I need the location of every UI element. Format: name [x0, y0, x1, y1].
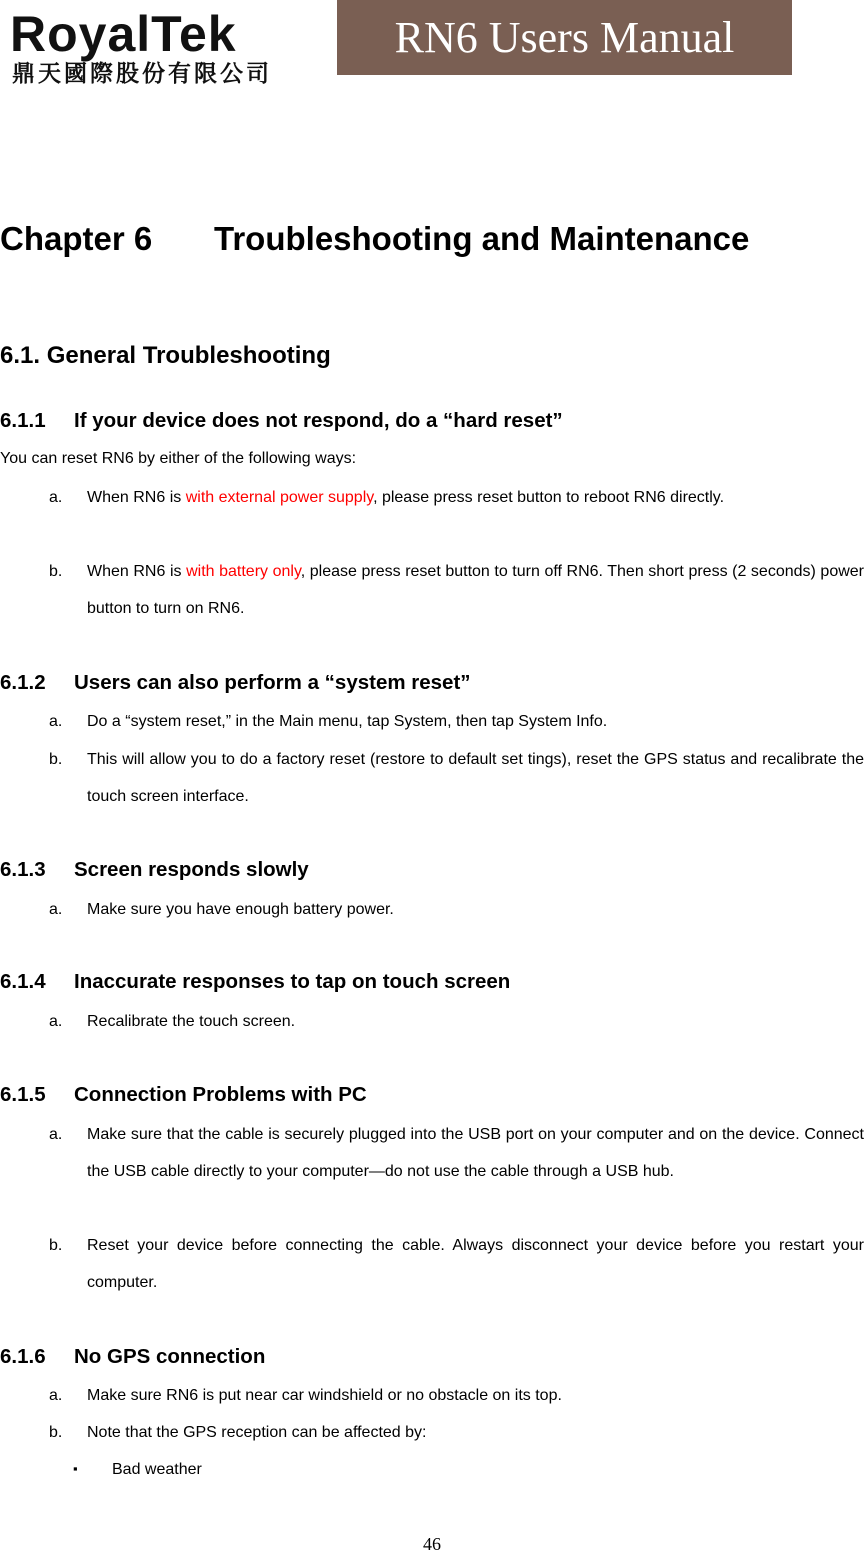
list-marker: a.	[49, 489, 63, 506]
bullet-item-text: Bad weather	[112, 1461, 202, 1478]
list-marker: a.	[49, 901, 63, 918]
chapter-title: Troubleshooting and Maintenance	[214, 220, 750, 257]
list-item	[49, 1377, 864, 1414]
list-item	[49, 891, 864, 928]
subsection-heading-6-1-1	[0, 409, 563, 433]
highlighted-text: with external power supply	[185, 489, 374, 506]
list-marker: a.	[49, 1387, 63, 1404]
list-item-text	[87, 479, 864, 516]
list-marker: a.	[49, 713, 63, 730]
list-item	[49, 1227, 864, 1301]
subsection-title: Users can also perform a “system reset”	[74, 671, 471, 694]
subsection-number: 6.1.3	[0, 858, 46, 881]
logo-wordmark: RoyalTek	[10, 6, 237, 62]
list-marker: b.	[49, 1424, 63, 1441]
subsection-heading-6-1-2	[0, 671, 471, 695]
text-span: When RN6 is	[87, 563, 187, 580]
subsection-heading-6-1-6	[0, 1345, 265, 1369]
subsection-title: Inaccurate responses to tap on touch screen	[74, 970, 511, 993]
paragraph: You can reset RN6 by either of the following ways:	[0, 450, 357, 467]
subsection-heading-6-1-3	[0, 858, 309, 882]
manual-title-banner: RN6 Users Manual	[337, 0, 792, 75]
list-item	[49, 1003, 864, 1040]
chapter-number: Chapter 6	[0, 220, 153, 257]
subsection-number: 6.1.2	[0, 671, 46, 694]
company-logo	[10, 8, 310, 90]
list-item	[49, 1414, 864, 1451]
subsection-title: Screen responds slowly	[74, 858, 309, 881]
list-marker: a.	[49, 1013, 63, 1030]
list-item	[49, 741, 864, 815]
list-item-text: Make sure you have enough battery power.	[87, 901, 394, 918]
subsection-heading-6-1-4	[0, 970, 510, 994]
text-span: When RN6 is	[87, 489, 186, 506]
logo-chinese-name: 鼎天國際股份有限公司	[12, 61, 272, 87]
subsection-title: No GPS connection	[74, 1345, 266, 1368]
list-item-text: Make sure RN6 is put near car windshield or no obstacle on its top.	[87, 1387, 562, 1404]
subsection-number: 6.1.4	[0, 970, 46, 993]
list-item-text	[87, 553, 864, 627]
square-bullet-icon: ▪	[73, 1461, 78, 1476]
list-item-text: Recalibrate the touch screen.	[87, 1013, 296, 1030]
page-number: 46	[423, 1534, 441, 1554]
subsection-number: 6.1.1	[0, 409, 46, 432]
list-item	[49, 479, 864, 516]
subsection-heading-6-1-5	[0, 1083, 367, 1107]
list-item	[49, 703, 864, 740]
list-item-text: Note that the GPS reception can be affected by:	[87, 1424, 427, 1441]
list-item-text: This will allow you to do a factory reset (restore to default set tings), reset the GPS status and recalibrate the touch screen interface.	[87, 751, 864, 805]
text-span: , please press reset button to turn off RN6. Then short press (2 seconds) power button to turn on RN6.	[87, 563, 864, 617]
section-heading: 6.1. General Troubleshooting	[0, 342, 331, 369]
highlighted-text: with battery only	[186, 563, 301, 580]
list-item-text: Reset your device before connecting the cable. Always disconnect your device before you restart your computer.	[87, 1237, 864, 1291]
list-marker: b.	[49, 751, 63, 768]
list-marker: b.	[49, 1237, 63, 1254]
subsection-number: 6.1.6	[0, 1345, 46, 1368]
text-span: , please press reset button to reboot RN6 directly.	[373, 489, 725, 506]
subsection-number: 6.1.5	[0, 1083, 46, 1106]
subsection-title: Connection Problems with PC	[74, 1083, 367, 1106]
list-item	[49, 1116, 864, 1190]
list-item-text: Do a “system reset,” in the Main menu, tap System, then tap System Info.	[87, 713, 608, 730]
subsection-title: If your device does not respond, do a “hard reset”	[74, 409, 563, 432]
list-marker: a.	[49, 1126, 63, 1143]
chapter-heading	[0, 220, 749, 258]
list-marker: b.	[49, 563, 63, 580]
list-item-text: Make sure that the cable is securely plugged into the USB port on your computer and on the device. Connect the USB cable directly to your computer—do not use the cable through a USB hub.	[87, 1126, 864, 1180]
list-item	[49, 553, 864, 627]
